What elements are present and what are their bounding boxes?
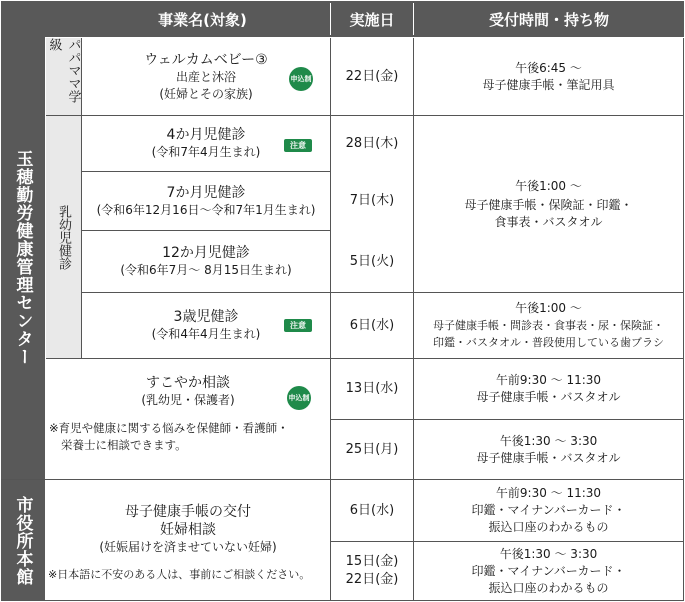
caution-badge: 注意 (284, 139, 312, 152)
program-target: (乳幼児・保護者) (141, 392, 235, 407)
reception-items: 振込口座のわかるもの (488, 520, 609, 534)
reception-time: 午後6:45 ～ (515, 60, 582, 75)
program-sub: 妊婦相談 (160, 521, 216, 538)
program-target: (令和7年4月生まれ) (151, 145, 261, 159)
program-checkup-12m (82, 231, 330, 292)
program-name: 母子健康手帳の交付 (125, 503, 251, 520)
program-note: ※日本語に不安のある人は、事前にご相談ください。 (48, 568, 311, 581)
reception-items: 母子健康手帳・保険証・印鑑・ (464, 197, 633, 212)
reception-items: 振込口座のわかるもの (488, 580, 609, 595)
program-target: (令和6年12月16日～令和7年1月生まれ) (96, 202, 316, 217)
reception-items: 印鑑・マイナンバーカード・ (471, 503, 626, 517)
date-sukoyaka-a: 13日(水) (345, 381, 399, 396)
program-name: 3歳児健診 (173, 309, 239, 325)
reception-items: 母子健康手帳・筆記用具 (482, 77, 615, 92)
reception-sukoyaka-a (414, 359, 683, 419)
program-sub: 出産と沐浴 (175, 69, 236, 84)
reception-items: 食事表・バスタオル (494, 214, 603, 229)
header-program: 事業名(対象) (158, 10, 247, 29)
date-city-hall-a: 6日(水) (349, 502, 395, 518)
program-note: 栄養士に相談できます。 (61, 438, 187, 452)
program-target: (令和4年4月生まれ) (151, 327, 261, 341)
reception-items: 母子健康手帳・バスタオル (476, 390, 621, 404)
program-target: (令和6年7月～ 8月15日生まれ) (120, 263, 292, 277)
category-parent-class: パパママ学級 (46, 38, 81, 115)
date-checkup-4m: 28日(木) (345, 135, 399, 151)
program-note: ※育児や健康に関する悩みを保健師・看護師・ (49, 421, 289, 435)
health-schedule-table (1, 1, 684, 601)
program-name: 12か月児健診 (162, 245, 250, 261)
date-sukoyaka-b: 25日(月) (345, 441, 399, 457)
date-city-hall-b (331, 542, 413, 600)
venue-city-hall: 市役所本館 (1, 480, 45, 601)
reception-items: 母子健康手帳・問診表・食事表・尿・保険証・ (433, 319, 664, 332)
reception-welcome-baby (414, 38, 683, 115)
reception-city-hall-a (414, 480, 683, 541)
category-child-checkup: 乳幼児健診 (46, 116, 81, 358)
date-checkup-3y: 6日(水) (349, 317, 395, 333)
reception-time: 午後1:30 ～ 3:30 (499, 546, 598, 561)
program-name: ウェルカムベビー③ (144, 51, 268, 68)
program-name: すこやか相談 (146, 374, 230, 391)
program-target: (妊婦とその家族) (159, 86, 253, 101)
program-name: 4か月児健診 (166, 127, 246, 143)
reception-checkup-3y (414, 293, 683, 358)
program-name: 7か月児健診 (166, 184, 246, 201)
caution-badge: 注意 (284, 319, 312, 332)
reception-time: 午後1:00 ～ (515, 178, 582, 193)
reception-time: 午後1:30 ～ 3:30 (499, 433, 598, 448)
program-target: (妊娠届けを済ませていない妊婦) (99, 539, 277, 554)
reception-items: 印鑑・マイナンバーカード・ (471, 563, 626, 578)
reception-sukoyaka-b (414, 420, 683, 479)
reception-time: 午前9:30 ～ 11:30 (495, 486, 602, 500)
application-badge: 申込制 (287, 386, 311, 410)
date-line: 15日(金) (345, 554, 399, 569)
header-reception: 受付時間・持ち物 (488, 10, 609, 29)
date-welcome-baby: 22日(金) (345, 68, 399, 84)
header-date: 実施日 (349, 10, 395, 29)
reception-infant-checkups (414, 116, 683, 292)
program-checkup-7m (82, 172, 330, 230)
venue-health-center: 玉穂勤労健康管理センター (1, 37, 45, 479)
application-badge: 申込制 (289, 67, 313, 91)
reception-items: 母子健康手帳・バスタオル (476, 450, 621, 465)
date-checkup-7m: 7日(木) (349, 193, 395, 208)
program-sukoyaka (46, 371, 330, 411)
date-line: 22日(金) (345, 572, 399, 587)
program-city-hall (46, 493, 330, 565)
date-checkup-12m: 5日(火) (349, 253, 395, 269)
reception-time: 午前9:30 ～ 11:30 (495, 373, 602, 387)
reception-time: 午後1:00 ～ (515, 301, 582, 315)
reception-city-hall-b (414, 542, 683, 600)
reception-items: 印鑑・バスタオル・普段使用している歯ブラシ (433, 336, 664, 349)
